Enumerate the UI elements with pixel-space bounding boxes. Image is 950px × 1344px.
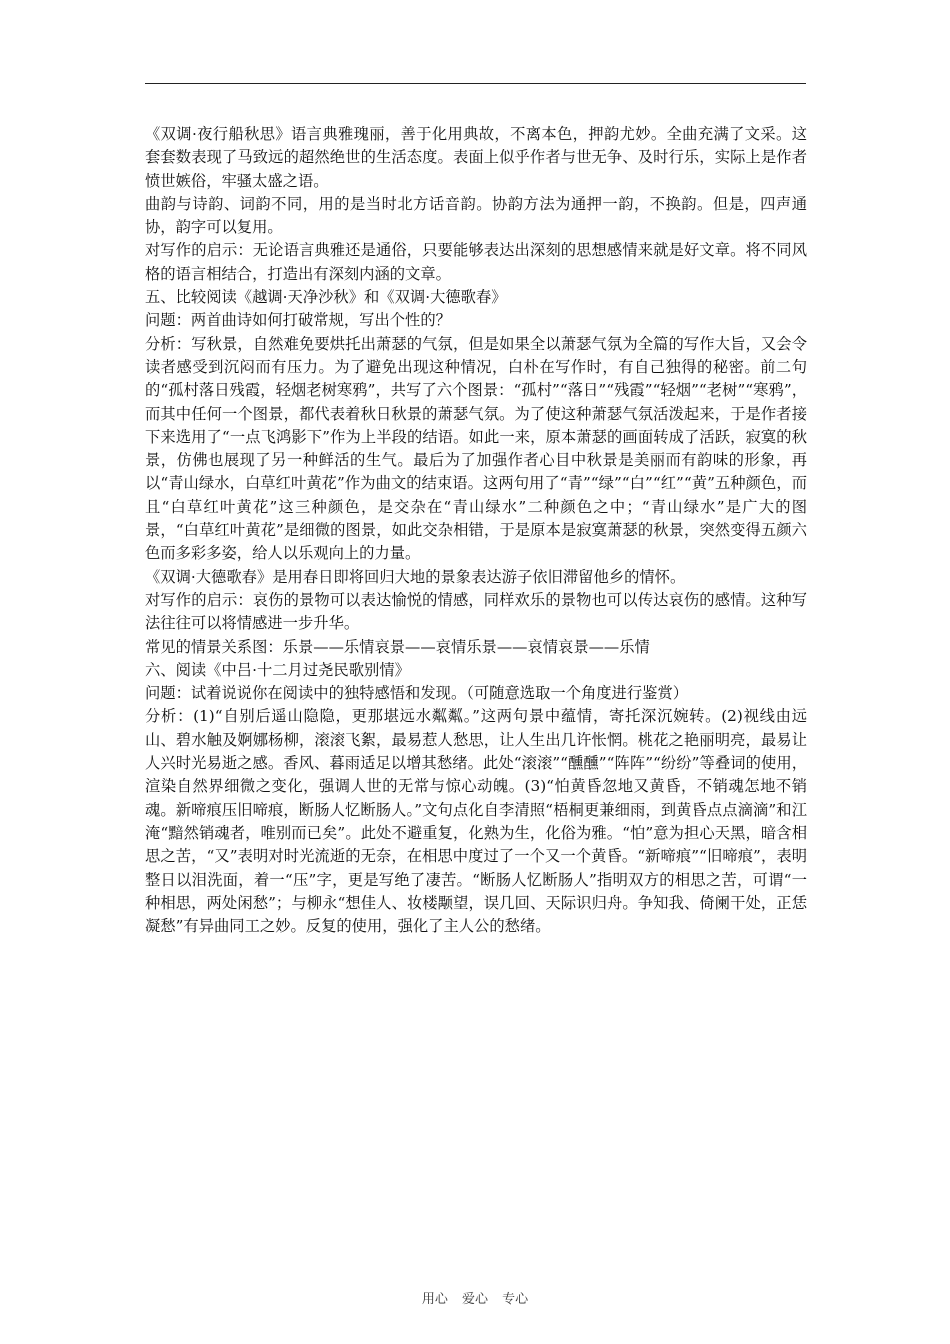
paragraph-writing-tip-1: 对写作的启示：无论语言典雅还是通俗，只要能够表达出深刻的思想感情来就是好文章。将不同风格的语言相结合，打造出有深刻内涵的文章。	[145, 241, 807, 283]
paragraph-writing-tip-2: 对写作的启示：哀伤的景物可以表达愉悦的情感，同样欢乐的景物也可以传达哀伤的感情。这种写法往往可以将情感进一步升华。	[145, 590, 807, 633]
section-heading-6: 六、阅读《中吕·十二月过尧民歌别情》	[145, 660, 410, 679]
paragraph-question-6: 问题：试着说说你在阅读中的独特感悟和发现。（可随意选取一个角度进行鉴赏）	[145, 684, 689, 703]
footer-text-3: 专心	[502, 1292, 529, 1307]
footer-text-1: 用心	[421, 1292, 448, 1307]
paragraph-question-5: 问题：两首曲诗如何打破常规，写出个性的？	[145, 311, 451, 330]
section-heading-5: 五、比较阅读《越调·天净沙秋》和《双调·大德歌春》	[145, 288, 507, 307]
footer-text-2: 爱心	[461, 1292, 488, 1307]
paragraph-rhyme: 曲韵与诗韵、词韵不同，用的是当时北方话音韵。协韵方法为通押一韵，不换韵。但是，四声通协，韵字可以复用。	[145, 194, 807, 237]
paragraph-analysis-6: 分析：(1)“自别后遥山隐隐，更那堪远水粼粼。”这两句景中蕴情，寄托深沉婉转。(2)视线由远山、碧水触及婀娜杨柳，滚滚飞絮，最易惹人愁思，让人生出几许怅惘。桃花之艳丽明亮，最易让人兴时光易逝之感。香风、暮雨适足以增其愁绪。此处“滚滚”“醺醺”“阵阵”“纷纷”等叠词的使用，渲染自然界细微之变化，强调人世的无常与惊心动魄。(3)“怕黄昏忽地又黄昏，不销魂怎地不销魂。新啼痕压旧啼痕，断肠人忆断肠人。”文句点化自李清照“梧桐更兼细雨，到黄昏点点滴滴”和江淹“黯然销魂者，唯别而已矣”。此处不避重复，化熟为生，化俗为雅。“怕”意为担心天黑，暗含相思之苦，“又”表明对时光流逝的无奈，在相思中度过了一个又一个黄昏。“新啼痕”“旧啼痕”，表明整日以泪洗面，着一“压”字，更是写绝了凄苦。“断肠人忆断肠人”指明双方的相思之苦，可谓“一种相思，两处闲愁”；与柳永“想佳人、妆楼颙望，误几回、天际识归舟。争知我、倚阑干处，正恁凝愁”有异曲同工之妙。反复的使用，强化了主人公的愁绪。	[145, 707, 807, 936]
paragraph-analysis-5: 分析：写秋景，自然难免要烘托出萧瑟的气氛，但是如果全以萧瑟气氛为全篇的写作大旨，又会令读者感受到沉闷而有压力。为了避免出现这种情况，白朴在写作时，有自己独得的秘密。前二句的“孤村落日残霞，轻烟老树寒鸦”，共写了六个图景：“孤村”“落日”“残霞”“轻烟”“老树”“寒鸦”，而其中任何一个图景，都代表着秋日秋景的萧瑟气氛。为了使这种萧瑟气氛活泼起来，于是作者接下来选用了“一点飞鸿影下”作为上半段的结语。如此一来，原本萧瑟的画面转成了活跃，寂寞的秋景，仿佛也展现了另一种鲜活的生气。最后为了加强作者心目中秋景是美丽而有韵味的形象，再以“青山绿水，白草红叶黄花”作为曲文的结束语。这两句用了“青”“绿”“白”“红”“黄”五种颜色，而且“白草红叶黄花”这三种颜色，是交杂在“青山绿水”二种颜色之中；“青山绿水”是广大的图景，“白草红叶黄花”是细微的图景，如此交杂相错，于是原本是寂寞萧瑟的秋景，突然变得五颜六色而多彩多姿，给人以乐观向上的力量。	[145, 334, 807, 563]
page-footer	[0, 1288, 950, 1307]
paragraph-relation-chart: 常见的情景关系图：乐景——乐情哀景——哀情乐景——哀情哀景——乐情	[145, 637, 650, 656]
header-rule	[145, 83, 806, 84]
document-body	[145, 123, 807, 938]
paragraph-commentary: 《双调·夜行船秋思》语言典雅瑰丽，善于化用典故，不离本色，押韵尤妙。全曲充满了文采。这套套数表现了马致远的超然绝世的生活态度。表面上似乎作者与世无争、及时行乐，实际上是作者愤世嫉俗，牢骚太盛之语。	[145, 125, 807, 190]
paragraph-spring-song: 《双调·大德歌春》是用春日即将回归大地的景象表达游子依旧滞留他乡的情怀。	[145, 567, 686, 586]
